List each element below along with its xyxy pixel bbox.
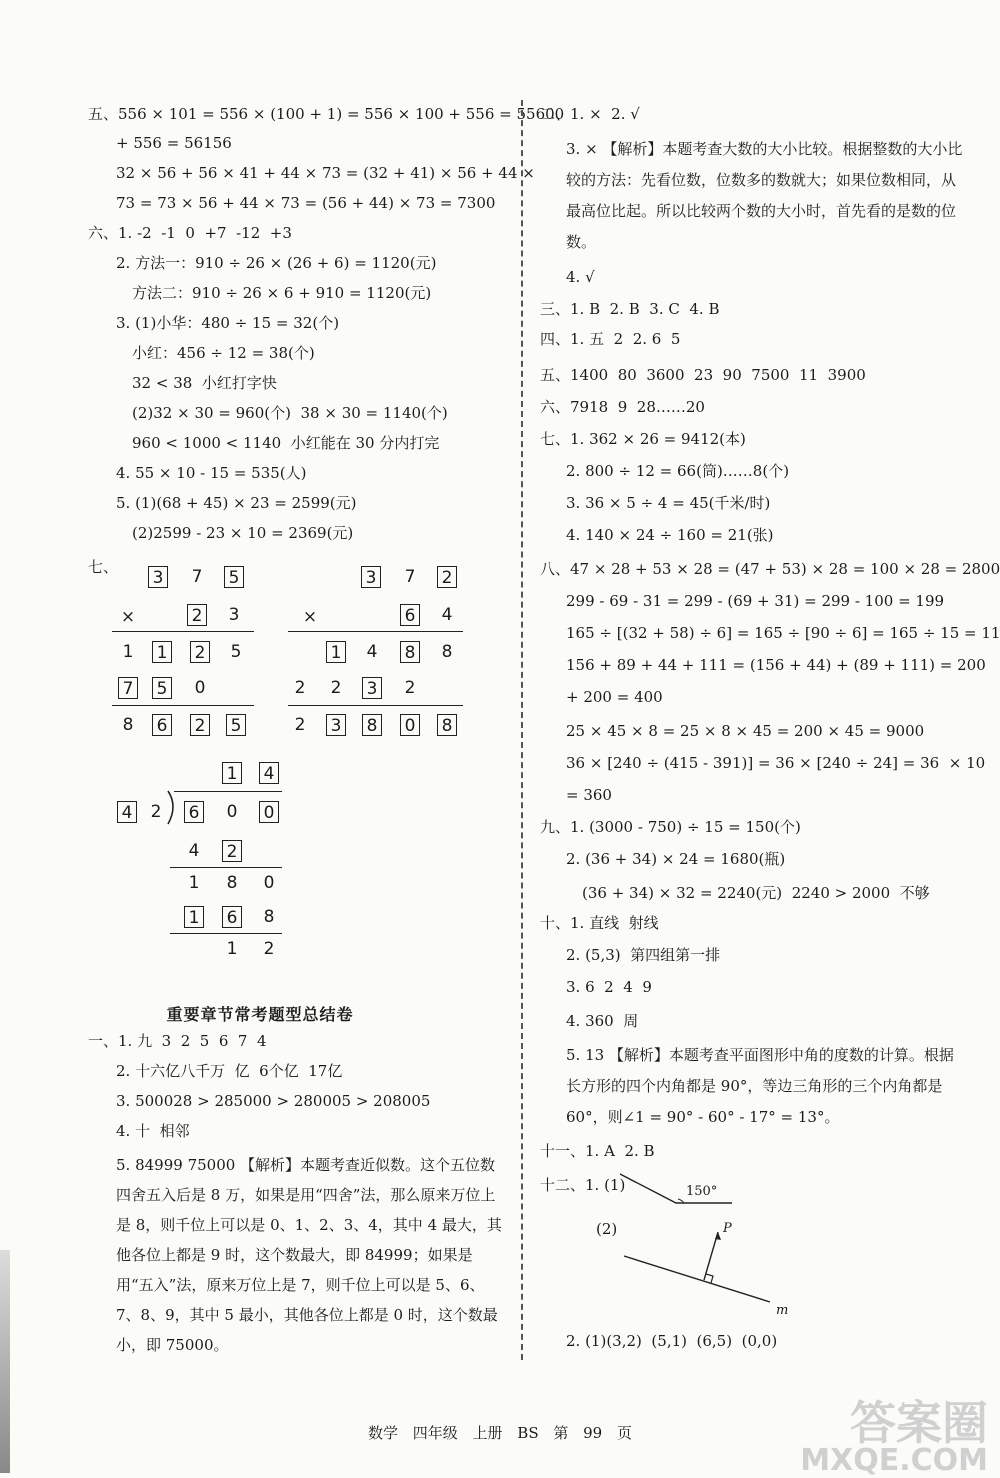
sum1-line2: 2. 十六亿八千万 亿 6个亿 17亿	[116, 1062, 343, 1080]
digit: 8	[263, 907, 275, 927]
r-line: 2. 800 ÷ 12 = 66(筒)……8(个)	[566, 462, 790, 480]
rule	[112, 631, 254, 632]
digit: 2	[263, 939, 275, 959]
digit-box: 1	[326, 641, 346, 663]
r-line: 六、7918 9 28……20	[540, 398, 705, 416]
sum1-line3: 3. 500028 > 285000 > 280005 > 208005	[116, 1092, 431, 1110]
digit: 0	[194, 678, 206, 698]
digit: 1	[226, 939, 238, 959]
rule	[112, 705, 254, 706]
column-divider	[521, 100, 523, 1360]
sec5-line2: + 556 = 56156	[116, 134, 232, 152]
sec6-line1: 六、1. -2 -1 0 +7 -12 +3	[88, 224, 292, 242]
digit-box: 7	[118, 677, 138, 699]
r-line: 八、47 × 28 + 53 × 28 = (47 + 53) × 28 = 100 × 28 = 2800	[540, 560, 1000, 578]
rule	[170, 933, 282, 934]
digit: 8	[122, 715, 134, 735]
r-line: 五、1400 80 3600 23 90 7500 11 3900	[540, 366, 866, 384]
digit-box: 1	[152, 641, 172, 663]
r-line: 2. (36 + 34) × 24 = 1680(瓶)	[566, 850, 786, 868]
digit: 2	[330, 678, 342, 698]
r-line: = 360	[566, 786, 612, 804]
r-line: + 200 = 400	[566, 688, 663, 706]
angle-label: 150°	[686, 1184, 718, 1199]
rule	[170, 867, 282, 868]
r-sec2-q3: 3. × 【解析】本题考查大数的大小比较。根据整数的大小比较的方法：先看位数，位数多的数就大；如果位数相同，从最高位比起。所以比较两个数的大小时，首先看的是数的位数。	[566, 140, 963, 251]
sec6-line7: (2)32 × 30 = 960(个) 38 × 30 = 1140(个)	[132, 404, 448, 422]
digit-box: 6	[222, 906, 242, 928]
digit-box: 3	[361, 566, 381, 588]
sec7-label: 七、	[88, 558, 119, 576]
watermark-main: 答案圈	[850, 1396, 988, 1450]
digit-box: 2	[222, 840, 242, 862]
division-bar	[174, 791, 282, 792]
r-line: 3. 6 2 4 9	[566, 978, 652, 996]
r-line: 三、1. B 2. B 3. C 4. B	[540, 300, 720, 318]
watermark-logo	[800, 1396, 988, 1478]
digit-box: 5	[226, 714, 246, 736]
digit-box: 0	[259, 801, 279, 823]
page-footer: 数学 四年级 上册 BS 第 99 页	[368, 1424, 632, 1442]
rule	[288, 705, 463, 706]
digit-box: 8	[400, 641, 420, 663]
sec6-line6: 32 < 38 小红打字快	[132, 374, 277, 392]
digit-box: 6	[184, 801, 204, 823]
sec6-line11: (2)2599 - 23 × 10 = 2369(元)	[132, 524, 354, 542]
digit: 2	[294, 715, 306, 735]
r-line: 九、1. (3000 - 750) ÷ 15 = 150(个)	[540, 818, 801, 836]
r-line: 156 + 89 + 44 + 111 = (156 + 44) + (89 + 111) = 200	[566, 656, 986, 674]
digit: 1	[122, 642, 134, 662]
r-line: 四、1. 五 2 2. 6 5	[540, 330, 681, 348]
digit: 1	[188, 873, 200, 893]
digit-box: 3	[148, 566, 168, 588]
times-sign: ×	[302, 607, 318, 627]
digit: 3	[228, 605, 240, 625]
r-sec12-part2: (2)	[596, 1220, 618, 1238]
digit-box: 2	[190, 641, 210, 663]
digit: 2	[294, 678, 306, 698]
r-sec2-line1: 二、1. × 2. √	[540, 105, 640, 123]
sum1-line4: 4. 十 相邻	[116, 1122, 190, 1140]
r-sec2-q4: 4. √	[566, 268, 595, 286]
r-line: 十、1. 直线 射线	[540, 914, 659, 932]
digit-box: 0	[400, 714, 420, 736]
sec6-line2: 2. 方法一：910 ÷ 26 × (26 + 6) = 1120(元)	[116, 254, 437, 272]
digit: 4	[366, 642, 378, 662]
digit-box: 2	[187, 604, 207, 626]
section-heading: 重要章节常考题型总结卷	[166, 1005, 354, 1024]
sec5-line4: 73 = 73 × 56 + 44 × 73 = (56 + 44) × 73 = 7300	[116, 194, 496, 212]
digit: 2	[404, 678, 416, 698]
digit: 7	[404, 567, 416, 587]
r-sec12-q2: 2. (1)(3,2) (5,1) (6,5) (0,0)	[566, 1332, 778, 1350]
digit: 4	[441, 605, 453, 625]
r-line: 36 × [240 ÷ (415 - 391)] = 36 × [240 ÷ 24] = 36 × 10	[566, 754, 986, 772]
scan-edge	[0, 1250, 10, 1473]
digit: 0	[263, 873, 275, 893]
digit-box: 5	[224, 566, 244, 588]
sec5-line1: 五、556 × 101 = 556 × (100 + 1) = 556 × 100 + 556 = 55600	[88, 105, 565, 123]
r-line: 2. (5,3) 第四组第一排	[566, 946, 721, 964]
watermark-url: MXQE.COM	[800, 1443, 988, 1478]
digit-box: 8	[437, 714, 457, 736]
sec5-line3: 32 × 56 + 56 × 41 + 44 × 73 = (32 + 41) × 56 + 44 ×	[116, 164, 535, 182]
r-sec11: 十一、1. A 2. B	[540, 1142, 655, 1160]
r-sec10-q5: 5. 13 【解析】本题考查平面图形中角的度数的计算。根据长方形的四个内角都是 90°，等边三角形的三个内角都是 60°，则∠1 = 90° - 60° - 17° = 13°。	[566, 1046, 954, 1126]
digit: 7	[191, 567, 203, 587]
label-p: P	[723, 1221, 732, 1236]
perpendicular-figure	[620, 1222, 790, 1312]
digit-box: 1	[222, 762, 242, 784]
r-line: 七、1. 362 × 26 = 9412(本)	[540, 430, 746, 448]
rule	[288, 631, 463, 632]
digit: 8	[226, 873, 238, 893]
angle-150-figure	[618, 1168, 738, 1208]
digit: 4	[188, 841, 200, 861]
digit: 8	[441, 642, 453, 662]
digit-box: 3	[362, 677, 382, 699]
digit-box: 2	[437, 566, 457, 588]
r-line: 4. 140 × 24 ÷ 160 = 21(张)	[566, 526, 774, 544]
digit-box: 5	[152, 677, 172, 699]
digit-box: 6	[152, 714, 172, 736]
digit: 2	[150, 802, 162, 822]
digit-box: 3	[326, 714, 346, 736]
digit-box: 1	[184, 906, 204, 928]
digit: 0	[226, 802, 238, 822]
sec6-line3: 方法二：910 ÷ 26 × 6 + 910 = 1120(元)	[132, 284, 432, 302]
r-line: 3. 36 × 5 ÷ 4 = 45(千米/时)	[566, 494, 771, 512]
sec6-line8: 960 < 1000 < 1140 小红能在 30 分内打完	[132, 434, 440, 452]
sec6-line5: 小红：456 ÷ 12 = 38(个)	[132, 344, 315, 362]
sum1-line1: 一、1. 九 3 2 5 6 7 4	[88, 1032, 267, 1050]
digit-box: 8	[362, 714, 382, 736]
digit: 5	[230, 642, 242, 662]
label-m: m	[776, 1303, 789, 1318]
sum1-q5: 5. 84999 75000 【解析】本题考查近似数。这个五位数四舍五入后是 8 万，如果是用“四舍”法，那么原来万位上是 8，则千位上可以是 0、1、2、3、4，其中 4 最大，其他各位上都是 9 时，这个数最大，即 84999；如果是用“五入”法，原来万位上是 7，则千位上可以是 5、6、7、8、9，其中 5 最小，其他各位上都是 0 时，这个数最小，即 75000。	[116, 1156, 502, 1354]
sec6-line9: 4. 55 × 10 - 15 = 535(人)	[116, 464, 307, 482]
sec6-line4: 3. (1)小华：480 ÷ 15 = 32(个)	[116, 314, 340, 332]
r-line: 165 ÷ [(32 + 58) ÷ 6] = 165 ÷ [90 ÷ 6] = 165 ÷ 15 = 11	[566, 624, 1000, 642]
r-sec12-q1: 十二、1. (1)	[540, 1176, 626, 1194]
r-line: (36 + 34) × 32 = 2240(元) 2240 > 2000 不够	[582, 884, 930, 902]
digit-box: 4	[117, 801, 137, 823]
digit-box: 4	[259, 762, 279, 784]
times-sign: ×	[120, 607, 136, 627]
r-line: 25 × 45 × 8 = 25 × 8 × 45 = 200 × 45 = 9000	[566, 722, 925, 740]
division-bracket	[166, 790, 180, 826]
r-line: 299 - 69 - 31 = 299 - (69 + 31) = 299 - 100 = 199	[566, 592, 945, 610]
digit-box: 2	[190, 714, 210, 736]
r-line: 4. 360 周	[566, 1012, 639, 1030]
digit-box: 6	[400, 604, 420, 626]
sec6-line10: 5. (1)(68 + 45) × 23 = 2599(元)	[116, 494, 357, 512]
